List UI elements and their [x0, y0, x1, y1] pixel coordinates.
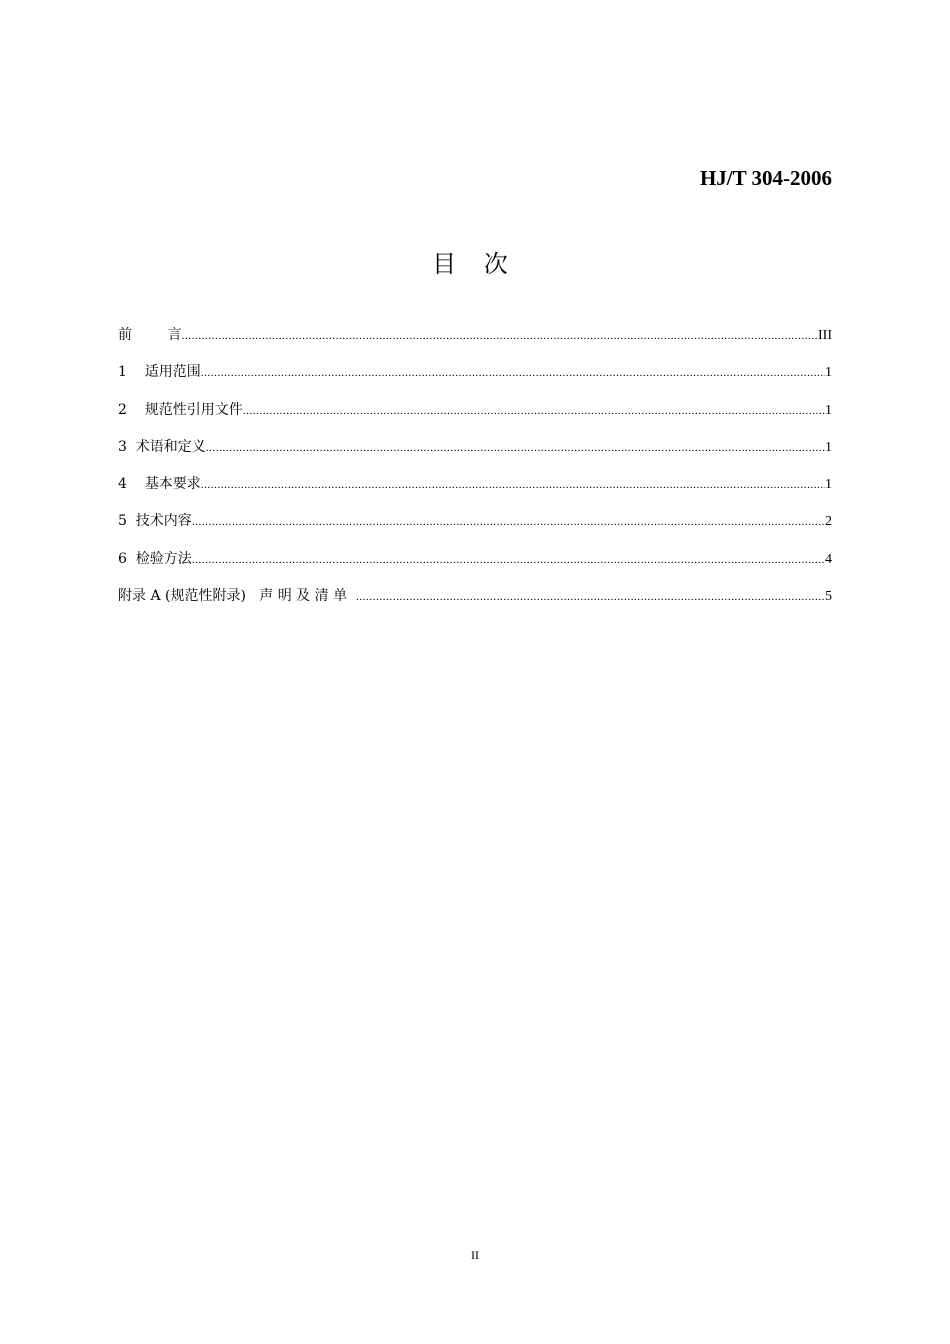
toc-dot-leader — [201, 362, 825, 384]
toc-entry-foreword[interactable] — [118, 324, 832, 361]
standard-number: HJ/T 304-2006 — [699, 166, 832, 190]
toc-entry-label: 2 规范性引用文件 — [118, 401, 243, 418]
toc-entry-page: 4 — [825, 551, 832, 567]
toc-entry-page: 1 — [825, 365, 832, 381]
toc-entry-page: 2 — [825, 514, 832, 530]
toc-entry-label: 5 技术内容 — [118, 513, 192, 530]
toc-entry-test-methods[interactable] — [118, 548, 832, 585]
toc-entry-page: 1 — [825, 402, 832, 418]
toc-entry-terms-definitions[interactable] — [118, 436, 832, 473]
toc-entry-page: 1 — [825, 439, 832, 455]
toc-entry-page: 1 — [825, 477, 832, 493]
page-number: II — [471, 1248, 479, 1262]
toc-entry-label: 3 术语和定义 — [118, 438, 206, 455]
toc-entry-basic-requirements[interactable] — [118, 473, 832, 510]
toc-dot-leader — [192, 549, 825, 571]
toc-entry-label: 4 基本要求 — [118, 476, 201, 493]
toc-dot-leader — [356, 586, 825, 608]
toc-entry-label: 前 言 — [118, 327, 182, 343]
toc-dot-leader — [192, 511, 825, 533]
toc-entry-annex-a[interactable] — [118, 585, 832, 622]
toc-entry-page: 5 — [825, 589, 832, 605]
toc-dot-leader — [206, 437, 825, 459]
toc-entry-label: 附录 A (规范性附录) 声 明 及 清 单 — [118, 588, 356, 605]
toc-entry-label: 1 适用范围 — [118, 364, 201, 381]
toc-entry-label: 6 检验方法 — [118, 550, 192, 567]
toc-entry-scope[interactable] — [118, 361, 832, 398]
toc-dot-leader — [243, 400, 825, 422]
toc-entry-normative-references[interactable] — [118, 399, 832, 436]
table-of-contents — [118, 324, 832, 622]
toc-dot-leader — [182, 325, 818, 347]
toc-entry-technical-content[interactable] — [118, 510, 832, 547]
toc-dot-leader — [201, 474, 825, 496]
toc-title: 目 次 — [432, 250, 518, 278]
toc-entry-page: III — [818, 328, 832, 343]
